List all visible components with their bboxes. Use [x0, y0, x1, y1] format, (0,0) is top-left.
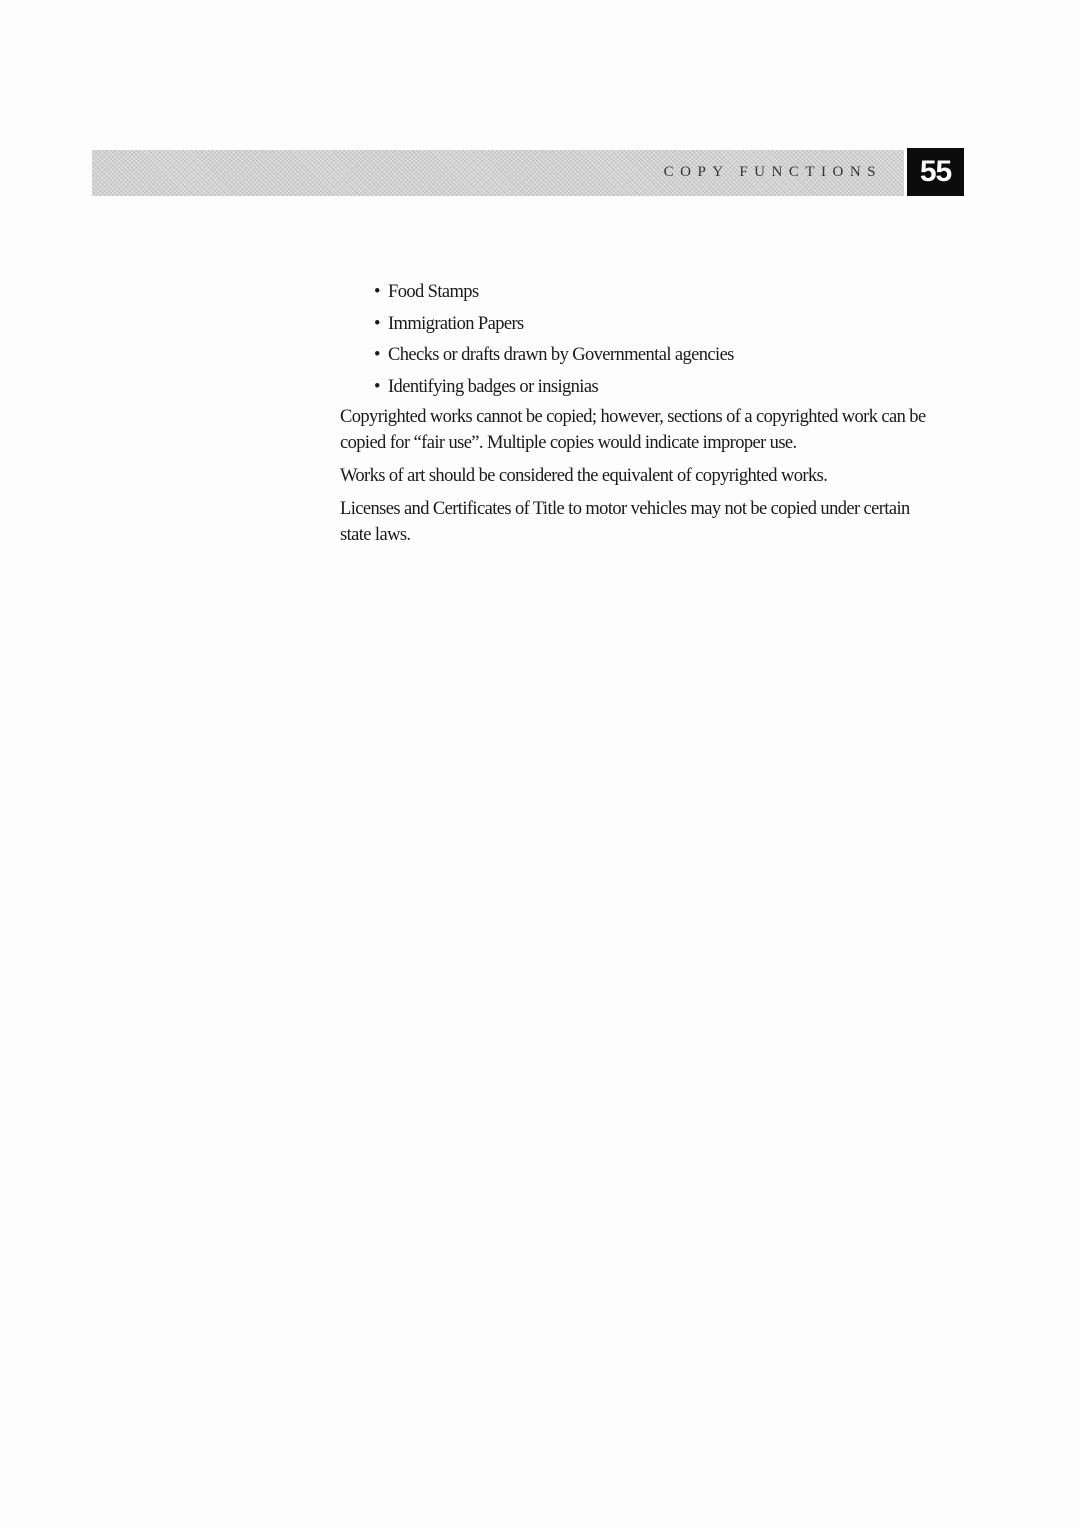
- bullet-list: [340, 278, 930, 404]
- bullet-icon: •: [374, 345, 380, 365]
- list-item: [374, 310, 930, 342]
- bullet-icon: •: [374, 376, 380, 397]
- page-number: 55: [907, 148, 964, 196]
- bullet-icon: •: [374, 313, 380, 334]
- list-item: [374, 373, 930, 405]
- paragraph-works-of-art: Works of art should be considered the equivalent of copyrighted works.: [340, 466, 828, 486]
- list-item-text: Food Stamps: [388, 282, 479, 302]
- body-content: [340, 278, 930, 555]
- list-item-text: Immigration Papers: [388, 313, 524, 334]
- header-band: [92, 150, 904, 196]
- list-item: [374, 278, 930, 310]
- paragraph-copyright: Copyrighted works cannot be copied; however, sections of a copyrighted work can be copied for “fair use”. Multiple copies would indicate improper use.: [340, 407, 926, 453]
- section-title: COPY FUNCTIONS: [663, 164, 882, 180]
- list-item-text: Checks or drafts drawn by Governmental agencies: [388, 345, 734, 365]
- list-item: [374, 341, 930, 373]
- paragraph-licenses: Licenses and Certificates of Title to motor vehicles may not be copied under certain state laws.: [340, 499, 910, 545]
- list-item-text: Identifying badges or insignias: [388, 376, 599, 397]
- bullet-icon: •: [374, 282, 380, 302]
